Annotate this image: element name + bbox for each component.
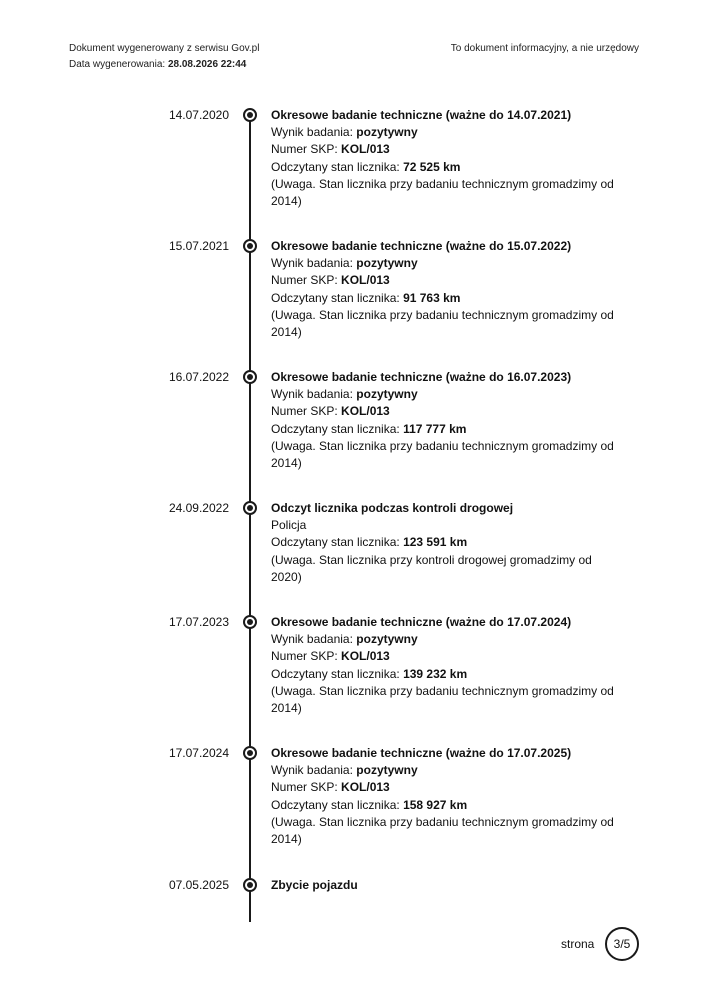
odometer-label: Odczytany stan licznika: bbox=[271, 421, 404, 436]
event-odometer bbox=[271, 666, 621, 683]
event-note: (Uwaga. Stan licznika przy badaniu technicznym gromadzimy od 2014) bbox=[271, 814, 614, 847]
event-title: Odczyt licznika podczas kontroli drogowej bbox=[271, 501, 514, 515]
event-details bbox=[271, 238, 621, 341]
event-note: (Uwaga. Stan licznika przy badaniu technicznym gromadzimy od 2014) bbox=[271, 176, 614, 209]
timeline-dot-icon bbox=[243, 108, 257, 122]
timeline-dot-icon bbox=[243, 239, 257, 253]
result-value: pozytywny bbox=[356, 387, 418, 402]
event-skp bbox=[271, 648, 621, 665]
result-label: Wynik badania: bbox=[271, 632, 357, 647]
odometer-label: Odczytany stan licznika: bbox=[271, 797, 404, 812]
event-date: 14.07.2020 bbox=[168, 108, 229, 122]
timeline-dot-icon bbox=[243, 370, 257, 384]
skp-label: Numer SKP: bbox=[271, 649, 342, 664]
event-title: Okresowe badanie techniczne (ważne do 14.07.2021) bbox=[271, 108, 572, 122]
event-date: 07.05.2025 bbox=[168, 878, 229, 892]
odometer-value: 123 591 km bbox=[403, 535, 468, 550]
event-title: Okresowe badanie techniczne (ważne do 16.07.2023) bbox=[271, 370, 572, 384]
event-date: 15.07.2021 bbox=[168, 239, 229, 253]
event-skp bbox=[271, 141, 621, 158]
result-label: Wynik badania: bbox=[271, 763, 357, 778]
result-label: Wynik badania: bbox=[271, 256, 357, 271]
odometer-label: Odczytany stan licznika: bbox=[271, 666, 404, 681]
event-details bbox=[271, 107, 621, 210]
event-note: (Uwaga. Stan licznika przy badaniu technicznym gromadzimy od 2014) bbox=[271, 307, 614, 340]
result-label: Wynik badania: bbox=[271, 125, 357, 140]
skp-value: KOL/013 bbox=[341, 649, 390, 664]
result-value: pozytywny bbox=[356, 632, 418, 647]
odometer-label: Odczytany stan licznika: bbox=[271, 290, 404, 305]
event-title: Okresowe badanie techniczne (ważne do 17.07.2025) bbox=[271, 746, 572, 760]
event-odometer bbox=[271, 421, 621, 438]
skp-value: KOL/013 bbox=[341, 273, 390, 288]
result-label: Wynik badania: bbox=[271, 387, 357, 402]
odometer-value: 91 763 km bbox=[403, 290, 461, 305]
skp-value: KOL/013 bbox=[341, 142, 390, 157]
event-date: 17.07.2023 bbox=[168, 615, 229, 629]
odometer-label: Odczytany stan licznika: bbox=[271, 159, 404, 174]
event-skp bbox=[271, 779, 621, 796]
event-result bbox=[271, 386, 621, 403]
event-odometer bbox=[271, 534, 621, 551]
skp-label: Numer SKP: bbox=[271, 142, 342, 157]
event-result bbox=[271, 124, 621, 141]
result-value: pozytywny bbox=[356, 256, 418, 271]
event-details bbox=[271, 745, 621, 848]
skp-label: Numer SKP: bbox=[271, 404, 342, 419]
odometer-value: 158 927 km bbox=[403, 797, 468, 812]
odometer-value: 72 525 km bbox=[403, 159, 461, 174]
document-header-left bbox=[69, 41, 259, 73]
event-result bbox=[271, 762, 621, 779]
result-value: pozytywny bbox=[356, 763, 418, 778]
event-result bbox=[271, 255, 621, 272]
event-title: Okresowe badanie techniczne (ważne do 17.07.2024) bbox=[271, 615, 572, 629]
generated-from-text: Dokument wygenerowany z serwisu Gov.pl bbox=[69, 43, 260, 54]
event-details bbox=[271, 614, 621, 717]
event-note: (Uwaga. Stan licznika przy badaniu technicznym gromadzimy od 2014) bbox=[271, 683, 614, 716]
event-title: Okresowe badanie techniczne (ważne do 15.07.2022) bbox=[271, 239, 572, 253]
event-date: 24.09.2022 bbox=[168, 501, 229, 515]
generated-date-label: Data wygenerowania: bbox=[69, 59, 168, 70]
timeline-dot-icon bbox=[243, 878, 257, 892]
event-result bbox=[271, 631, 621, 648]
event-details bbox=[271, 500, 621, 586]
skp-label: Numer SKP: bbox=[271, 273, 342, 288]
event-title: Zbycie pojazdu bbox=[271, 878, 358, 892]
timeline-dot-icon bbox=[243, 615, 257, 629]
event-skp bbox=[271, 272, 621, 289]
event-date: 17.07.2024 bbox=[168, 746, 229, 760]
page-label: strona bbox=[561, 937, 595, 951]
event-note: (Uwaga. Stan licznika przy kontroli drogowej gromadzimy od 2020) bbox=[271, 552, 592, 584]
generated-date-value: 28.08.2026 22:44 bbox=[167, 59, 247, 70]
timeline-dot-icon bbox=[243, 746, 257, 760]
odometer-label: Odczytany stan licznika: bbox=[271, 535, 404, 550]
generated-date-line bbox=[69, 57, 259, 73]
timeline-dot-icon bbox=[243, 501, 257, 515]
event-odometer bbox=[271, 290, 621, 307]
skp-value: KOL/013 bbox=[341, 780, 390, 795]
event-date: 16.07.2022 bbox=[168, 370, 229, 384]
event-odometer bbox=[271, 159, 621, 176]
skp-value: KOL/013 bbox=[341, 404, 390, 419]
event-odometer bbox=[271, 797, 621, 814]
odometer-value: 117 777 km bbox=[403, 421, 467, 436]
event-note: (Uwaga. Stan licznika przy badaniu technicznym gromadzimy od 2014) bbox=[271, 438, 614, 471]
event-details bbox=[271, 877, 621, 894]
odometer-value: 139 232 km bbox=[403, 666, 468, 681]
event-skp bbox=[271, 403, 621, 420]
result-value: pozytywny bbox=[356, 125, 418, 140]
event-source: Policja bbox=[271, 518, 307, 533]
page-number: 3/5 bbox=[605, 927, 639, 961]
timeline-line bbox=[249, 114, 251, 922]
event-details bbox=[271, 369, 621, 472]
document-disclaimer: To dokument informacyjny, a nie urzędowy bbox=[450, 43, 639, 54]
skp-label: Numer SKP: bbox=[271, 780, 342, 795]
